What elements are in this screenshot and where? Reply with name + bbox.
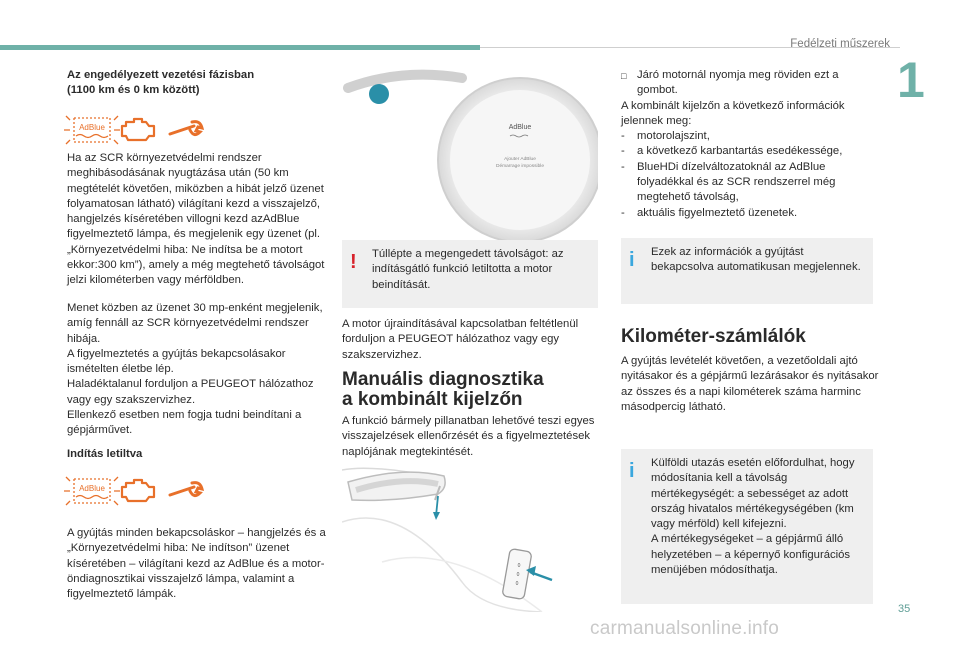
engine-icon	[118, 475, 158, 505]
info-note-units: i Külföldi utazás esetén előfordulhat, hogy módosítania kell a távolság mértékegységét: a sebességet az adott ország hivatalos mértékegységében (km vagy mérföld) kell kifejezni. A mértékegységeket – a gépjármű álló helyzetében – a képernyő konfigurációs menüjében módosíthatja.	[621, 449, 873, 604]
paragraph-diagnostics: A funkció bármely pillanatban lehetővé teszi egyes visszajelzések ellenőrzését és a figyelmeztetések naplójának megtekintését.	[342, 415, 595, 458]
chapter-number: 1	[897, 52, 925, 108]
adblue-label: AdBlue	[79, 123, 105, 132]
paragraph-scr-fault: Ha az SCR környezetvédelmi rendszer meghibásodásának nyugtázása után (50 km megtételét követően, miközben a hibát jelző üzenet folyamatosan látható) világítani kezd a visszajelző, hangjelzés kíséretében villogni kezd azAdBlue figyelmeztető lámpa, és megjelenik egy üzenet (pl. „Környezetvédelmi hiba: Ne indítsa be a motort ekkor:300 km”), amely a még megtehető távolságot jelzi kilométerben vagy mérföldben.	[67, 152, 325, 287]
dial-adblue-label: AdBlue	[508, 124, 532, 131]
dial-message-line2: Démarrage impossible	[496, 164, 544, 169]
step-press-button: □ Járó motornál nyomja meg röviden ezt a gombot.	[621, 68, 881, 99]
paragraph-odometers: A gyújtás levételét követően, a vezetőoldali ajtó nyitásakor és a gépjármű lezárásakor és nyitásakor az összes és a napi kilométerek száma harminc másodpercig látható.	[621, 355, 879, 413]
dial-message-line1: Ajouter AdBlue	[504, 157, 536, 162]
paragraph-restart-service: A motor újraindításával kapcsolatban feltétlenül forduljon a PEUGEOT hálózathoz vagy egy szakszervizhez.	[342, 318, 579, 361]
paragraph-start-disabled: A gyújtás minden bekapcsoláskor – hangjelzés és a „Környezetvédelmi hiba: Ne indítson” üzenet kíséretében – világítani kezd az AdBlue és a motor-öndiagnosztikai visszajelző lámpa, valamint a figyelmeztető lámpák.	[67, 527, 326, 601]
indicator-lamp	[369, 84, 389, 104]
page-number: 35	[898, 603, 911, 615]
dash-label-1: 0	[517, 563, 521, 569]
list-intro: A kombinált kijelzőn a következő információk jelennek meg:	[621, 99, 845, 127]
list-item: - motorolajszint,	[621, 129, 881, 144]
heading-authorized-phase: Az engedélyezett vezetési fázisban (1100 km és 0 km között)	[67, 69, 255, 97]
heading-manual-diagnostics: Manuális diagnosztika a kombinált kijelzőn	[342, 369, 544, 410]
list-item: - aktuális figyelmeztető üzenetek.	[621, 206, 881, 221]
paragraph-running-info: Menet közben az üzenet 30 mp-enként megjelenik, amíg fennáll az SCR környezetvédelmi rendszer hibája. A figyelmeztetés a gyújtás bekapcsolásakor ismételten életbe lép. Haladéktalanul forduljon a PEUGEOT hálózathoz vagy egy szakszervizhez. Ellenkező esetben nem fogja tudni beindítani a gépjárművet.	[67, 302, 323, 437]
adblue-label: AdBlue	[79, 484, 105, 493]
wrench-icon	[166, 479, 206, 503]
list-item: - a következő karbantartás esedékessége,	[621, 144, 881, 159]
watermark: carmanualsonline.info	[590, 618, 780, 639]
info-note-auto-display: i Ezek az információk a gyújtást bekapcsolva automatikusan megjelennek.	[621, 238, 873, 304]
info-icon: i	[629, 249, 635, 271]
info-list	[621, 129, 881, 221]
instrument-button-illustration	[342, 462, 598, 612]
heading-start-disabled: Indítás letiltva	[67, 448, 143, 460]
list-item: - BlueHDi dízelváltozatoknál az AdBlue folyadékkal és az SCR rendszerrel még megtehető távolság,	[621, 160, 881, 206]
dash-label-3: 0	[515, 581, 519, 587]
engine-icon	[118, 114, 158, 144]
warning-note-immobilizer: ! Túllépte a megengedett távolságot: az indításgátló funkció letiltotta a motor beindítását.	[342, 240, 598, 308]
dash-label-2: 0	[516, 572, 520, 578]
wrench-icon	[166, 118, 206, 142]
section-title: Fedélzeti műszerek	[790, 38, 890, 50]
instrument-dial-illustration	[342, 66, 598, 252]
warning-exclamation-icon: !	[350, 251, 357, 273]
header-accent-bar	[0, 45, 480, 50]
info-icon: i	[629, 460, 635, 482]
heading-odometers: Kilométer-számlálók	[621, 326, 806, 347]
instructions-block	[621, 68, 881, 221]
